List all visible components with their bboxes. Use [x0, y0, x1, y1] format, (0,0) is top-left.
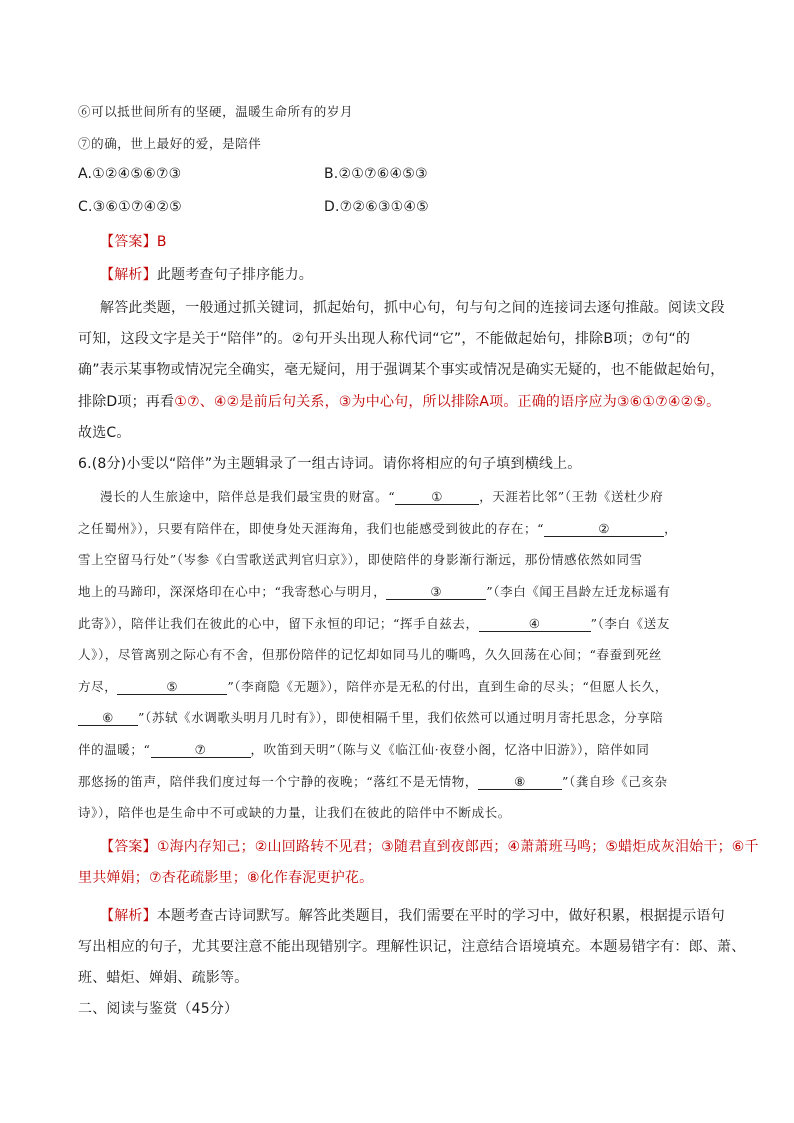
passage-line-6: 人》），尽管离别之际心有不舍，但那份陪伴的记忆却如同马儿的嘶鸣，久久回荡在心间；“春蚕到死丝	[78, 647, 662, 662]
analysis-tag: 【解析】	[100, 908, 157, 924]
analysis-line-3: 确”表示某事物或情况完全确实，毫无疑问，用于强调某个事实或情况是确实无疑的，也不能做起始句，	[78, 362, 725, 378]
blank-7: ⑦	[151, 742, 251, 758]
option-b: B.②①⑦⑥④⑤③	[324, 166, 428, 182]
analysis-text-1: 本题考查古诗词默写。解答此类题目，我们需要在平时的学习中，做好积累，根据提示语句	[156, 908, 725, 924]
option-a: A.①②④⑤⑥⑦③	[78, 166, 182, 182]
analysis-line-2: 可知，这段文字是关于“陪伴”的。②句开头出现人称代词“它”，不能做起始句，排除B项；⑦句“的	[78, 331, 691, 347]
analysis-title: 此题考查句子排序能力。	[156, 267, 314, 283]
passage-text: 此寄》），陪伴让我们在彼此的心中，留下永恒的印记；“挥手自兹去，	[78, 616, 479, 631]
passage-line-8	[78, 708, 663, 726]
passage-text: ”（李白《送友	[590, 616, 670, 631]
sentence-6: ⑥可以抵世间所有的坚硬，温暖生命所有的岁月	[78, 104, 354, 119]
passage-line-4	[78, 582, 670, 600]
answer-tag: 【答案】	[100, 839, 157, 855]
passage-line-1	[100, 487, 663, 505]
analysis-tag: 【解析】	[100, 267, 157, 283]
analysis-line-4-text: 排除D项；再看	[78, 394, 175, 410]
answer-text-1: ①海内存知己；②山回路转不见君；③随君直到夜郎西；④萧萧班马鸣；⑤蜡炬成灰泪始干；⑥千	[156, 839, 759, 855]
passage-text: 伴的温暖；“	[78, 742, 151, 757]
passage-line-10	[78, 772, 668, 790]
blank-4: ④	[479, 616, 591, 632]
sentence-7: ⑦的确，世上最好的爱，是陪伴	[78, 136, 262, 151]
passage-text: ，	[664, 521, 678, 536]
passage-text: 方尽，	[78, 679, 118, 694]
passage-text: ”（李白《闻王昌龄左迁龙标遥有	[486, 584, 671, 599]
analysis-line-1: 解答此类题，一般通过抓关键词，抓起始句，抓中心句，句与句之间的连接词去逐句推敲。阅读文段	[100, 300, 725, 316]
q6-answer-line-2: 里共婵娟；⑦杏花疏影里；⑧化作春泥更护花。	[78, 870, 374, 886]
passage-line-11: 诗》），陪伴也是生命中不可或缺的力量，让我们在彼此的陪伴中不断成长。	[78, 805, 511, 820]
passage-line-5	[78, 614, 670, 632]
q6-analysis-line-3: 班、蜡炬、婵娟、疏影等。	[78, 970, 249, 986]
answer-tag: 【答案】	[100, 234, 157, 250]
analysis-line-4	[78, 391, 720, 411]
passage-text: 之任蜀州》），只要有陪伴在，即使身处天涯海角，我们也能感受到彼此的存在；“	[78, 521, 545, 536]
answer-value: B	[156, 234, 167, 250]
q6-answer-line-1	[100, 836, 759, 856]
analysis-line-4-red: ①⑦、④②是前后句关系，③为中心句，所以排除A项。正确的语序应为③⑥①⑦④②⑤。	[174, 394, 721, 410]
blank-8: ⑧	[478, 774, 562, 790]
section-heading: 二、阅读与鉴赏（45分）	[78, 1001, 239, 1017]
option-c: C.③⑥①⑦④②⑤	[78, 199, 182, 215]
blank-6: ⑥	[78, 710, 138, 726]
passage-text: 那悠扬的笛声，陪伴我们度过每一个宁静的夜晚；“落红不是无情物，	[78, 774, 478, 789]
analysis-head	[100, 264, 313, 284]
question-6-head: 6.(8分)小雯以“陪伴”为主题辑录了一组古诗词。请你将相应的句子填到横线上。	[78, 456, 582, 472]
blank-2: ②	[544, 521, 664, 537]
passage-line-7	[78, 677, 668, 695]
q6-analysis-line-2: 写出相应的句子，尤其要注意不能出现错别字。理解性识记，注意结合语境填充。本题易错字有：郎、萧、	[78, 939, 746, 955]
q6-analysis-line-1	[100, 905, 725, 925]
passage-text: ”（龚自珍《己亥杂	[562, 774, 668, 789]
blank-5: ⑤	[117, 679, 227, 695]
passage-text: ，天涯若比邻”（王勃《送杜少府	[479, 489, 664, 504]
passage-text: 地上的马蹄印，深深烙印在心中；“我寄愁心与明月，	[78, 584, 387, 599]
option-d: D.⑦②⑥③①④⑤	[324, 199, 429, 215]
passage-line-2	[78, 519, 677, 537]
blank-3: ③	[386, 584, 486, 600]
passage-text: ”（李商隐《无题》），陪伴亦是无私的付出，直到生命的尽头；“但愿人长久，	[227, 679, 668, 694]
analysis-line-5: 故选C。	[78, 425, 131, 441]
passage-text: ”（苏轼《水调歌头明月几时有》），即使相隔千里，我们依然可以通过明月寄托思念，分享陪	[138, 710, 664, 725]
answer-line	[100, 231, 167, 251]
blank-1: ①	[395, 489, 479, 505]
passage-text: ，吹笛到天明”（陈与义《临江仙·夜登小阁，忆洛中旧游》），陪伴如同	[250, 742, 650, 757]
passage-line-9	[78, 740, 649, 758]
passage-line-3: 雪上空留马行处”（岑参《白雪歌送武判官归京》），即使陪伴的身影渐行渐远，那份情感依然如同雪	[78, 552, 643, 567]
passage-text: 漫长的人生旅途中，陪伴总是我们最宝贵的财富。“	[100, 489, 396, 504]
